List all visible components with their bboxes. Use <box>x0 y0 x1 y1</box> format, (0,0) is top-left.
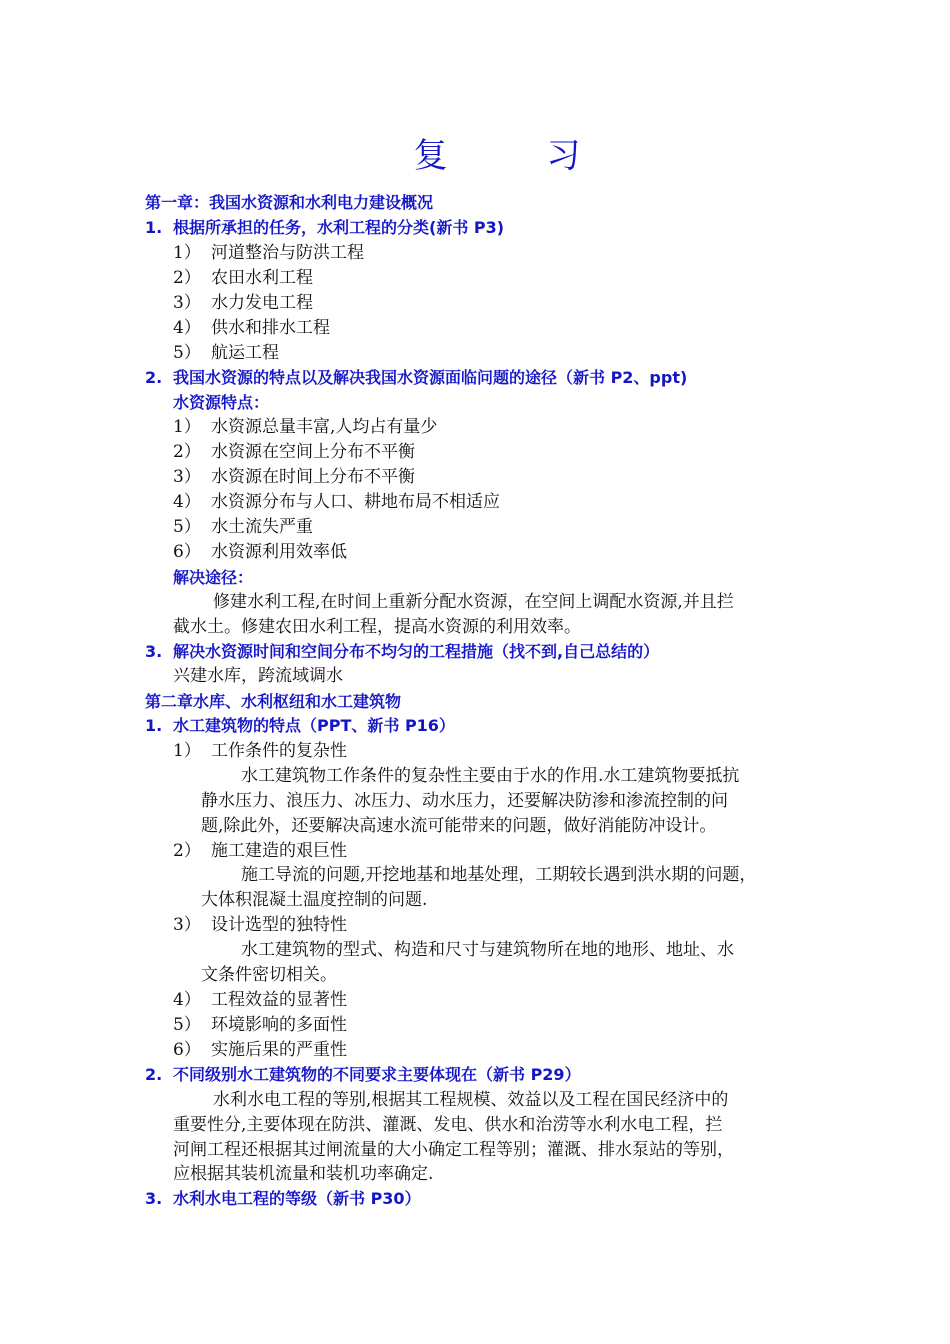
ch2-question-2 <box>145 1064 581 1086</box>
item-text: 工作条件的复杂性 <box>211 741 347 761</box>
paragraph-line: 水利水电工程的等别,根据其工程规模、效益以及工程在国民经济中的 <box>213 1090 729 1110</box>
question-text: 不同级别水工建筑物的不同要求主要体现在（新书 P29） <box>173 1065 581 1084</box>
item-number: 2） <box>173 442 201 462</box>
paragraph-line: 施工导流的问题,开挖地基和地基处理，工期较长遇到洪水期的问题， <box>241 865 757 885</box>
item-text: 水力发电工程 <box>211 293 313 313</box>
paragraph-line: 应根据其装机流量和装机功率确定. <box>173 1164 434 1184</box>
paragraph-line: 水工建筑物的型式、构造和尺寸与建筑物所在地的地形、地址、水 <box>241 940 734 960</box>
item-number: 1） <box>173 417 201 437</box>
paragraph-line: 文条件密切相关。 <box>201 965 337 985</box>
features-label: 水资源特点： <box>173 393 270 412</box>
item-text: 水资源分布与人口、耕地布局不相适应 <box>211 492 500 512</box>
paragraph-line: 截水土。修建农田水利工程，提高水资源的利用效率。 <box>173 617 581 637</box>
question-number: 3. <box>145 642 163 661</box>
chapter-2-heading: 第二章水库、水利枢纽和水工建筑物 <box>145 692 402 711</box>
paragraph-line: 河闸工程还根据其过闸流量的大小确定工程等别；灌溉、排水泵站的等别， <box>173 1140 734 1160</box>
item-text: 水资源利用效率低 <box>211 542 347 562</box>
question-text: 水工建筑物的特点（PPT、新书 P16） <box>173 716 455 735</box>
list-item <box>173 516 313 538</box>
ch1-question-1 <box>145 217 504 239</box>
item-text: 供水和排水工程 <box>211 318 330 338</box>
item-text: 农田水利工程 <box>211 268 313 288</box>
question-text: 根据所承担的任务，水利工程的分类(新书 P3) <box>173 218 505 237</box>
list-item <box>173 267 313 289</box>
ch1-question-2 <box>145 367 687 389</box>
paragraph-line: 水工建筑物工作条件的复杂性主要由于水的作用.水工建筑物要抵抗 <box>241 766 740 786</box>
ch2-question-3 <box>145 1188 421 1210</box>
list-item <box>173 466 415 488</box>
item-number: 4） <box>173 990 201 1010</box>
item-number: 5） <box>173 517 201 537</box>
list-item <box>173 416 437 438</box>
question-number: 2. <box>145 1065 163 1084</box>
item-number: 3） <box>173 915 201 935</box>
item-text: 水土流失严重 <box>211 517 313 537</box>
paragraph-line: 重要性分,主要体现在防洪、灌溉、发电、供水和治涝等水利水电工程，拦 <box>173 1115 723 1135</box>
question-number: 1. <box>145 218 163 237</box>
item-text: 实施后果的严重性 <box>211 1040 347 1060</box>
list-item <box>173 541 347 563</box>
question-number: 2. <box>145 368 163 387</box>
item-text: 水资源在空间上分布不平衡 <box>211 442 415 462</box>
item-number: 2） <box>173 841 201 861</box>
item-text: 施工建造的艰巨性 <box>211 841 347 861</box>
paragraph-line: 静水压力、浪压力、冰压力、动水压力，还要解决防渗和渗流控制的问 <box>201 791 728 811</box>
item-number: 4） <box>173 492 201 512</box>
question-number: 1. <box>145 716 163 735</box>
item-text: 航运工程 <box>211 343 279 363</box>
list-item <box>173 292 313 314</box>
answer-line: 兴建水库，跨流域调水 <box>173 666 343 686</box>
list-item <box>173 740 347 762</box>
list-item <box>173 342 279 364</box>
item-number: 1） <box>173 243 201 263</box>
paragraph-line: 修建水利工程,在时间上重新分配水资源，在空间上调配水资源,并且拦 <box>213 592 734 612</box>
list-item <box>173 840 347 862</box>
list-item <box>173 1014 347 1036</box>
question-number: 3. <box>145 1189 163 1208</box>
ch2-question-1 <box>145 715 455 737</box>
list-item <box>173 317 330 339</box>
question-text: 我国水资源的特点以及解决我国水资源面临问题的途径（新书 P2、ppt) <box>173 368 688 387</box>
list-item <box>173 242 364 264</box>
item-number: 3） <box>173 467 201 487</box>
paragraph-line: 题,除此外，还要解决高速水流可能带来的问题，做好消能防冲设计。 <box>201 816 717 836</box>
item-number: 6） <box>173 1040 201 1060</box>
item-text: 水资源在时间上分布不平衡 <box>211 467 415 487</box>
item-text: 水资源总量丰富,人均占有量少 <box>211 417 438 437</box>
item-text: 环境影响的多面性 <box>211 1015 347 1035</box>
paragraph-line: 大体积混凝土温度控制的问题. <box>201 890 428 910</box>
question-text: 解决水资源时间和空间分布不均匀的工程措施（找不到,自己总结的） <box>173 642 660 661</box>
item-number: 5） <box>173 1015 201 1035</box>
list-item <box>173 441 415 463</box>
list-item <box>173 989 347 1011</box>
item-number: 3） <box>173 293 201 313</box>
chapter-1-heading: 第一章：我国水资源和水利电力建设概况 <box>145 193 434 212</box>
item-number: 4） <box>173 318 201 338</box>
ch1-question-3 <box>145 641 659 663</box>
page-title: 复 习 <box>413 136 625 176</box>
item-number: 5） <box>173 343 201 363</box>
solution-label: 解决途径： <box>173 568 254 587</box>
item-number: 2） <box>173 268 201 288</box>
list-item <box>173 491 500 513</box>
list-item <box>173 1039 347 1061</box>
item-text: 工程效益的显著性 <box>211 990 347 1010</box>
question-text: 水利水电工程的等级（新书 P30） <box>173 1189 421 1208</box>
item-number: 1） <box>173 741 201 761</box>
item-text: 河道整治与防洪工程 <box>211 243 364 263</box>
item-text: 设计选型的独特性 <box>211 915 347 935</box>
item-number: 6） <box>173 542 201 562</box>
list-item <box>173 914 347 936</box>
